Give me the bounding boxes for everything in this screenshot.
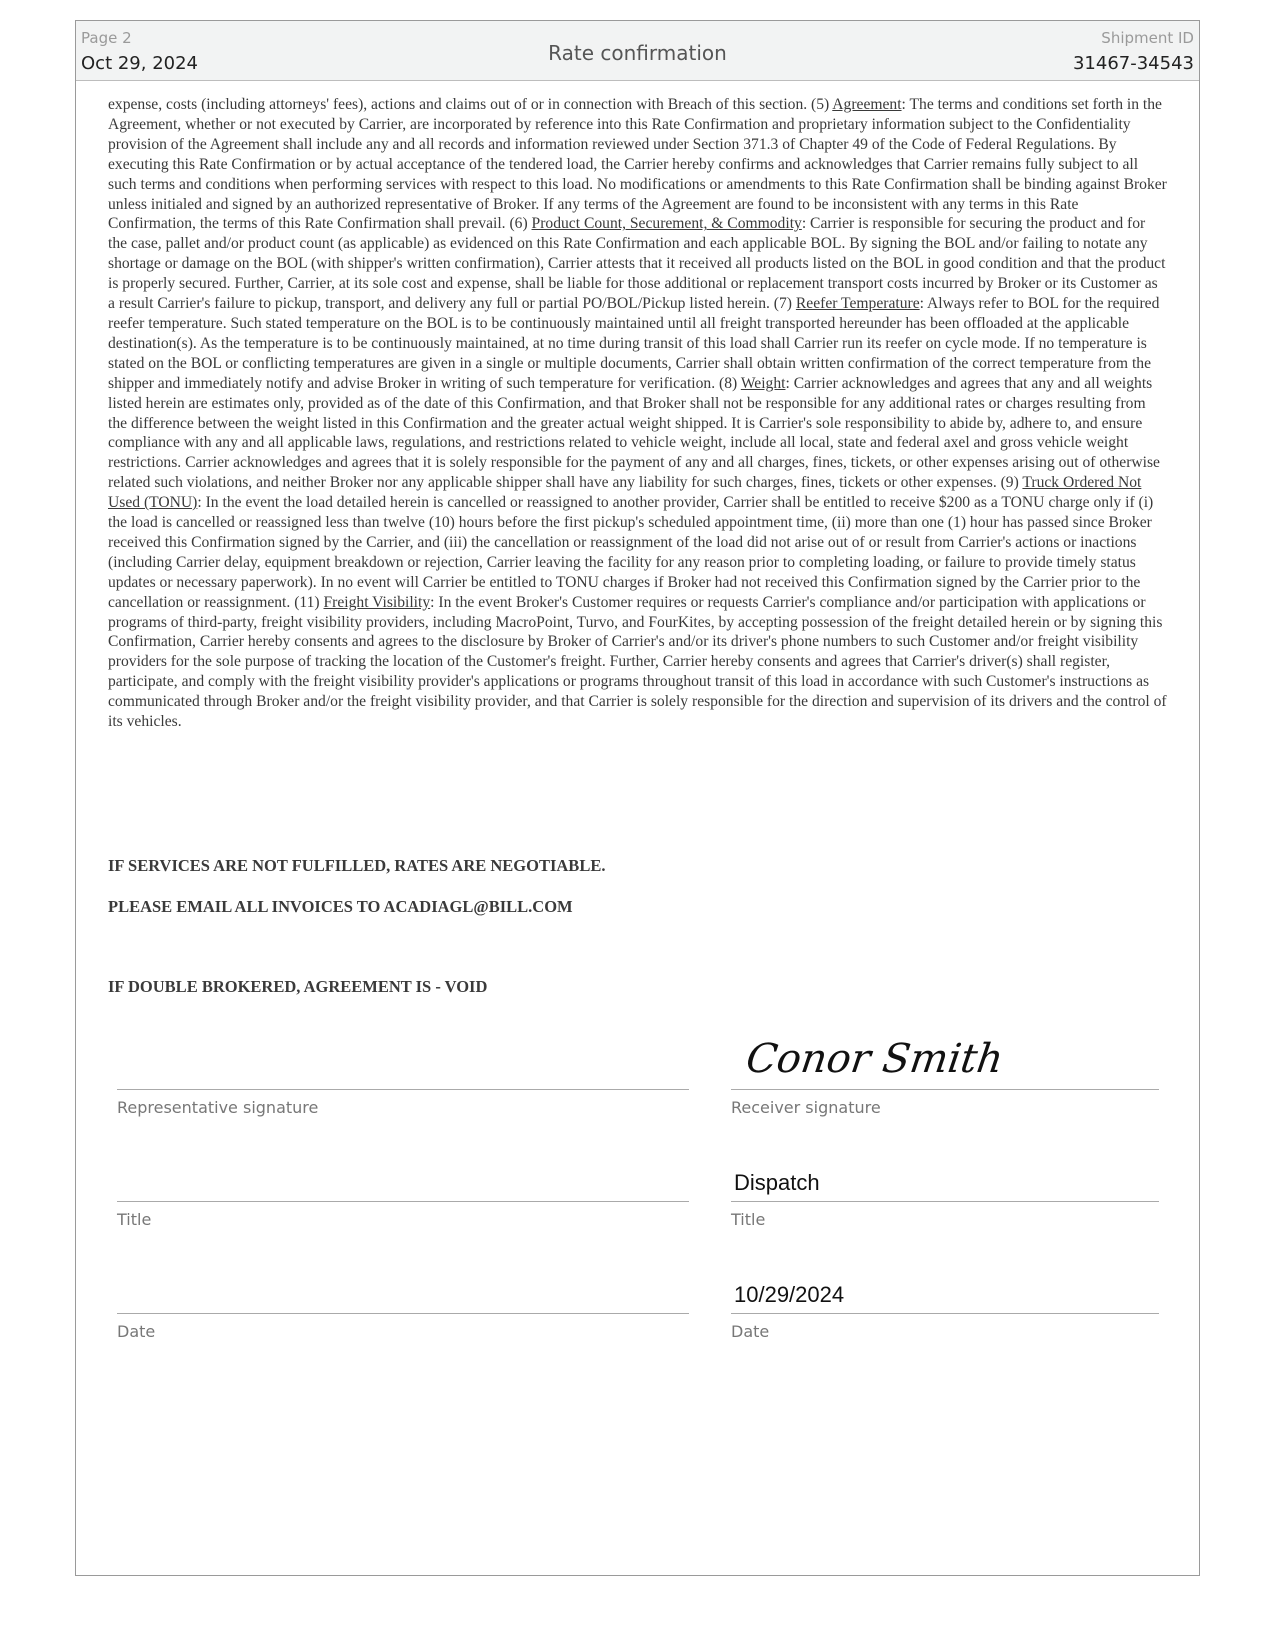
receiver-signature-image (672, 1020, 1006, 1086)
left-title-label: Title (117, 1210, 152, 1229)
notice-double-brokered: IF DOUBLE BROKERED, AGREEMENT IS - VOID (108, 977, 488, 996)
representative-signature-label: Representative signature (117, 1098, 319, 1117)
section-heading-product-count: Product Count, Securement, & Commodity (531, 215, 802, 233)
section-heading-weight: Weight (740, 374, 786, 392)
header-date: Oct 29, 2024 (81, 53, 198, 74)
right-title-label: Title (731, 1210, 766, 1229)
notice-invoices: PLEASE EMAIL ALL INVOICES TO ACADIAGL@BILL.COM (108, 897, 573, 916)
shipment-id: 31467-34543 (1072, 53, 1194, 74)
section-heading-reefer-temperature: Reefer Temperature (795, 295, 920, 313)
document-title: Rate confirmation (548, 41, 727, 65)
receiver-signature-line[interactable] (731, 1089, 1159, 1090)
shipment-id-label: Shipment ID (1101, 29, 1194, 47)
receiver-signature-text: Conor Smith (743, 1036, 1006, 1082)
terms-paragraph: expense, costs (including attorneys' fees), actions and claims out of or in connection with Breach of this section. (5) Agreement: The terms and conditions set forth in the Agreement, whether or not executed by Carrier, are incorporated by reference into this Rate Confirmation and proprietary information subject to the Confidentiality provision of the Agreement shall include any and all records and information reviewed under Section 371.3 of Chapter 49 of the Code of Federal Regulations. By executing this Rate Confirmation or by actual acceptance of the tendered load, the Carrier hereby confirms and acknowledges that Carrier remains fully subject to all such terms and conditions when performing services with respect to this load. No modifications or amendments to this Rate Confirmation shall be binding against Broker unless initialed and signed by an authorized representative of Broker. If any terms of the Agreement are found to be inconsistent with any terms in this Rate Confirmation, the terms of this Rate Confirmation shall prevail. (6) Product Count, Securement, & Commodity: Carrier is responsible for securing the product and for the case, pallet and/or product count (as applicable) as evidenced on this Rate Confirmation and each applicable BOL. By signing the BOL and/or failing to notate any shortage or damage on the BOL (with shipper's written confirmation), Carrier attests that it received all products listed on the BOL in good condition and that the product is properly secured. Further, Carrier, at its sole cost and expense, shall be liable for those additional or replacement transport costs incurred by Broker or its Customer as a result Carrier's failure to pickup, transport, and delivery any full or partial PO/BOL/Pickup listed herein. (7) Reefer Temperature: Always refer to BOL for the required reefer temperature. Such stated temperature on the BOL is to be continuously maintained until all freight transported hereunder has been offloaded at the applicable destination(s). As the temperature is to be continuously maintained, at no time during transit of this load shall Carrier run its reefer on cycle mode. If no temperature is stated on the BOL or conflicting temperatures are given in a single or multiple documents, Carrier shall obtain written confirmation of the correct temperature from the shipper and immediately notify and advise Broker in writing of such temperature for verification. (8) Weight: Carrier acknowledges and agrees that any and all weights listed herein are estimates only, provided as of the date of this Confirmation, and that Broker shall not be responsible for any additional rates or charges resulting from the difference between the weight listed in this Confirmation and the greater actual weight shipped. It is Carrier's sole responsibility to abide by, adhere to, and ensure compliance with any and all applicable laws, regulations, and restrictions related to vehicle weight, include all local, state and federal axel and gross vehicle weight restrictions. Carrier acknowledges and agrees that it is solely responsible for the payment of any and all charges, fines, tickets, or other expenses arising out of otherwise related such violations, and neither Broker nor any applicable shipper shall have any liability for such charges, fines, tickets or other expenses. (9) Truck Ordered Not Used (TONU): In the event the load detailed herein is cancelled or reassigned to another provider, Carrier shall be entitled to receive $200 as a TONU charge only if (i) the load is cancelled or reassigned less than twelve (10) hours before the first pickup's scheduled appointment time, (ii) more than one (1) hour has passed since Broker received this Confirmation signed by the Carrier, and (iii) the cancellation or reassignment of the load did not arise out of or result from Carrier's actions or inactions (including Carrier delay, equipment breakdown or rejection, Carrier leaving the facility for any reason prior to completing loading, or failure to provide timely status updates or necessary paperwork). In no event will Carrier be entitled to TONU charges if Broker had not received this Confirmation signed by the Carrier prior to the cancellation or reassignment. (11) Freight Visibility: In the event Broker's Customer requires or requests Carrier's compliance and/or participation with applications or programs of third-party, freight visibility providers, including MacroPoint, Turvo, and FourKites, by accepting possession of the freight detailed herein or by signing this Confirmation, Carrier hereby consents and agrees to the disclosure by Broker of Carrier's and/or its driver's phone numbers to such Customer and/or freight visibility providers for the sole purpose of tracking the location of the Customer's freight. Further, Carrier hereby consents and agrees that Carrier's driver(s) shall register, participate, and comply with the freight visibility provider's applications or programs throughout transit of this load in accordance with such Customer's instructions as communicated through Broker and/or the freight visibility provider, and that Carrier is solely responsible for the direction and supervision of its drivers and the control of its vehicles. (108, 96, 1167, 731)
left-title-line[interactable] (117, 1201, 689, 1202)
document-page (75, 20, 1200, 1576)
page-number: Page 2 (81, 29, 132, 47)
right-date-label: Date (731, 1322, 770, 1341)
notice-services: IF SERVICES ARE NOT FULFILLED, RATES ARE NEGOTIABLE. (108, 856, 606, 875)
section-heading-agreement: Agreement (832, 96, 902, 113)
right-date-line (731, 1313, 1159, 1314)
section-heading-freight-visibility: Freight Visibility (323, 593, 431, 611)
right-title-value[interactable]: Dispatch (734, 1170, 820, 1195)
section-heading-tonu: Truck Ordered Not Used (TONU) (108, 474, 1142, 512)
left-date-label: Date (117, 1322, 156, 1341)
right-date-value[interactable]: 10/29/2024 (734, 1282, 845, 1307)
page-header (76, 21, 1199, 81)
representative-signature-line[interactable] (117, 1089, 689, 1090)
left-date-line[interactable] (117, 1313, 689, 1314)
receiver-signature-label: Receiver signature (731, 1098, 881, 1117)
right-title-line (731, 1201, 1159, 1202)
